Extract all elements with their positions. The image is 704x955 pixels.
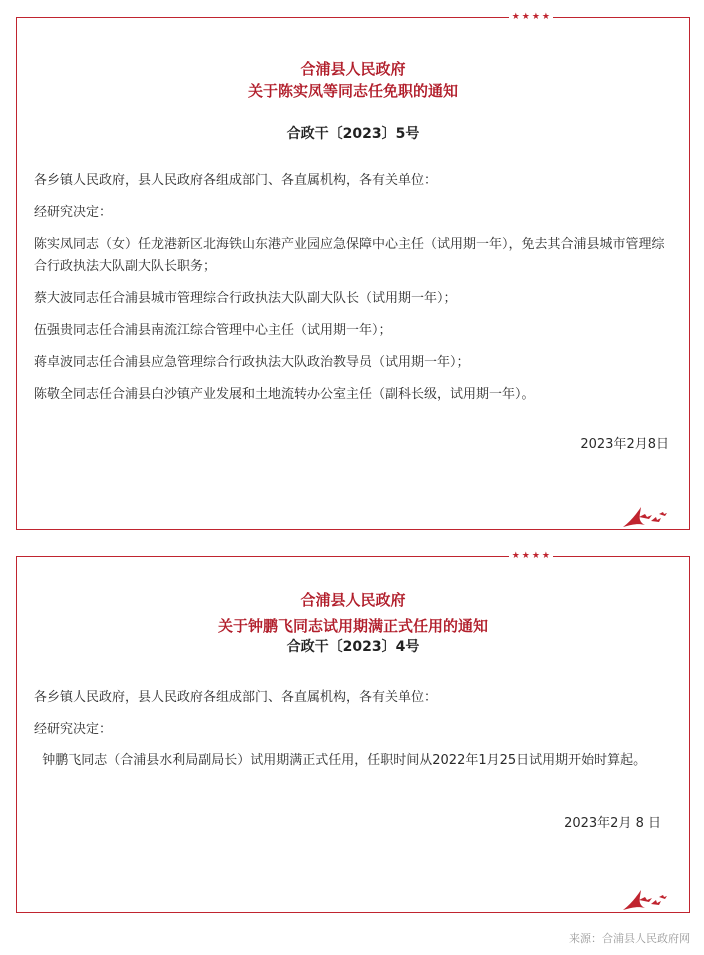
star-icon: ★: [541, 12, 550, 22]
stars-decoration: [509, 10, 553, 24]
confirmation-body: 钟鹏飞同志（合浦县水利局副局长）试用期满正式任用，任职时间从2022年1月25日试用期开始时算起。: [34, 753, 647, 768]
notice-date: 2023年2月8日: [580, 437, 669, 452]
star-icon: ★: [531, 551, 540, 561]
stars-decoration: [509, 549, 553, 563]
appointment-item: 陈敬全同志任合浦县白沙镇产业发展和土地流转办公室主任（副科长级，试用期一年）。: [34, 387, 535, 402]
decision-intro: 经研究决定：: [34, 722, 113, 737]
star-icon: ★: [541, 551, 550, 561]
source-attribution: 来源：合浦县人民政府网: [569, 932, 690, 945]
notice-title: 关于钟鹏飞同志试用期满正式任用的通知: [217, 617, 488, 635]
decision-intro: 经研究决定：: [34, 205, 113, 220]
notice-date: 2023年2月 8 日: [564, 816, 661, 831]
salutation: 各乡镇人民政府，县人民政府各组成部门、各直属机构，各有关单位：: [34, 690, 438, 705]
flying-birds-icon: [621, 505, 671, 529]
appointment-item: 陈实凤同志（女）任龙港新区北海铁山东港产业园应急保障中心主任（试用期一年），免去其合浦县城市管理综合行政执法大队副大队长职务；: [34, 237, 665, 274]
appointment-item: 蒋卓波同志任合浦县应急管理综合行政执法大队政治教导员（试用期一年）；: [34, 355, 470, 370]
star-icon: ★: [521, 12, 530, 22]
document-number: 合政干〔2023〕4号: [286, 639, 420, 655]
appointment-item: 伍强贵同志任合浦县南流江综合管理中心主任（试用期一年）；: [34, 323, 392, 338]
notice-title: 关于陈实凤等同志任免职的通知: [247, 82, 458, 100]
document-number: 合政干〔2023〕5号: [286, 126, 420, 142]
star-icon: ★: [511, 551, 520, 561]
notice-card-2: [16, 551, 690, 913]
star-icon: ★: [531, 12, 540, 22]
star-icon: ★: [521, 551, 530, 561]
salutation: 各乡镇人民政府，县人民政府各组成部门、各直属机构，各有关单位：: [34, 173, 438, 188]
issuer-name: 合浦县人民政府: [300, 60, 406, 78]
flying-birds-icon: [621, 888, 671, 912]
issuer-name: 合浦县人民政府: [300, 591, 406, 609]
notice-card-1: [16, 12, 690, 530]
appointment-item: 蔡大波同志任合浦县城市管理综合行政执法大队副大队长（试用期一年）；: [34, 291, 457, 306]
star-icon: ★: [511, 12, 520, 22]
